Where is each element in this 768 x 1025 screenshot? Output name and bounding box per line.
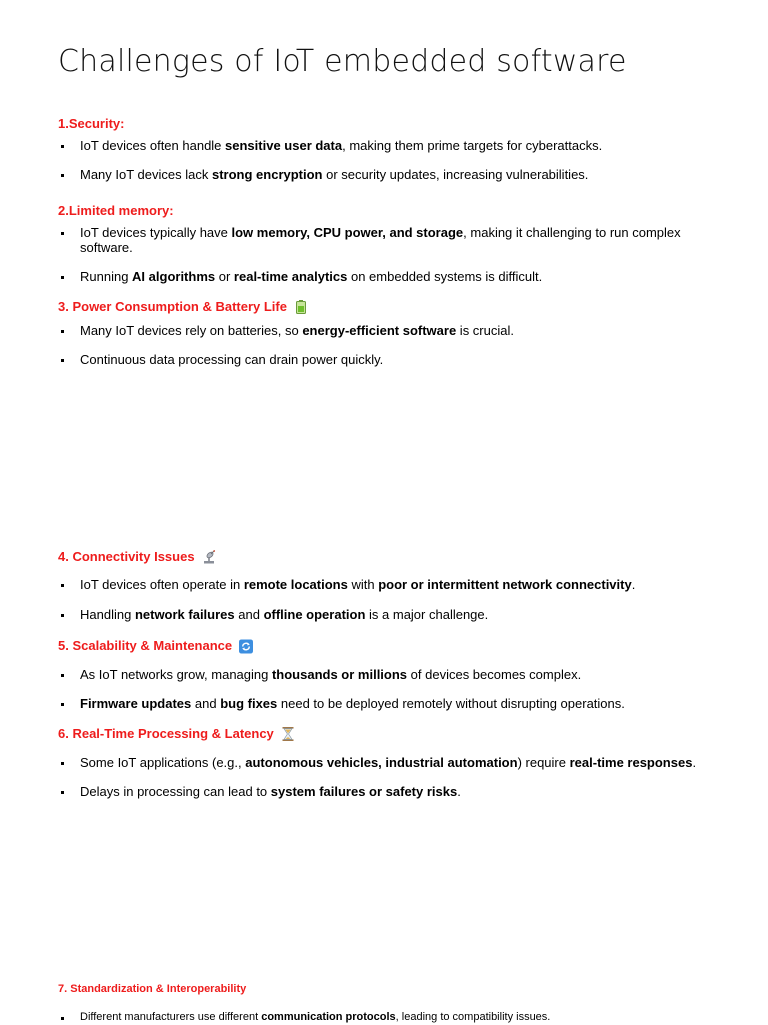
text-run: Delays in processing can lead to <box>80 784 271 799</box>
bullet-item <box>58 138 708 153</box>
section-security <box>58 115 708 182</box>
text-run: and <box>191 696 221 711</box>
section-standardization <box>58 981 708 1025</box>
text-run: IoT devices often operate in <box>80 577 244 592</box>
bold-text: bug fixes <box>220 696 278 711</box>
bullet-item <box>58 1010 708 1025</box>
text-run: , leading to compatibility issues. <box>395 1011 551 1023</box>
text-run: IoT devices typically have <box>80 225 232 240</box>
section-heading <box>58 981 708 997</box>
section-heading <box>58 115 708 133</box>
bold-text: poor or intermittent network connectivity <box>378 577 632 592</box>
bullet-item <box>58 667 708 682</box>
bullet-list <box>58 577 708 622</box>
text-run: of devices becomes complex. <box>407 667 582 682</box>
bullet-item <box>58 577 708 592</box>
text-run: or security updates, increasing vulnerabilities. <box>322 167 589 182</box>
text-run: . <box>631 577 636 592</box>
section-heading-text: 3. Power Consumption & Battery Life <box>58 299 287 314</box>
bullet-list <box>58 138 708 182</box>
bold-text: low memory, CPU power, and storage <box>231 225 464 240</box>
bullet-item <box>58 755 708 770</box>
section-heading <box>58 548 708 566</box>
battery-icon <box>294 300 308 314</box>
bold-text: network failures <box>134 607 235 622</box>
bold-text: remote locations <box>243 577 348 592</box>
section-heading <box>58 298 708 316</box>
bold-text: AI algorithms <box>132 269 216 284</box>
text-run: Many IoT devices rely on batteries, so <box>80 323 303 338</box>
section-limited-memory <box>58 202 708 284</box>
bullet-item <box>58 784 708 799</box>
bold-text: offline operation <box>263 607 366 622</box>
text-run: Many IoT devices lack <box>80 167 212 182</box>
text-run: and <box>234 607 264 622</box>
page-title: Challenges of IoT embedded software <box>58 44 627 79</box>
bullet-list <box>58 1010 708 1025</box>
text-run: Some IoT applications (e.g., <box>80 755 246 770</box>
text-run: or <box>215 269 234 284</box>
bold-text: thousands or millions <box>271 667 408 682</box>
bullet-item <box>58 352 708 367</box>
section-heading <box>58 637 708 655</box>
bold-text: sensitive user data <box>225 138 343 153</box>
text-run: need to be deployed remotely without disrupting operations. <box>277 696 625 711</box>
section-heading-text: 7. Standardization & Interoperability <box>58 983 247 995</box>
text-run: Different manufacturers use different <box>80 1011 262 1023</box>
text-run: , making it challenging to run complex software. <box>80 225 681 255</box>
satellite-antenna-icon <box>202 550 216 564</box>
bullet-item <box>58 607 708 622</box>
text-run: As IoT networks grow, managing <box>80 667 272 682</box>
section-heading <box>58 202 708 220</box>
text-run: is crucial. <box>456 323 514 338</box>
bullet-item <box>58 696 708 711</box>
text-run: . <box>692 755 697 770</box>
bold-text: energy-efficient software <box>302 323 457 338</box>
section-scalability <box>58 637 708 711</box>
bullet-list <box>58 225 708 284</box>
bullet-list <box>58 667 708 711</box>
bold-text: real-time analytics <box>233 269 348 284</box>
bold-text: real-time responses <box>569 755 693 770</box>
bullet-item <box>58 323 708 338</box>
text-run: with <box>347 577 379 592</box>
text-run: on embedded systems is difficult. <box>347 269 543 284</box>
section-real-time <box>58 725 708 799</box>
text-run: IoT devices often handle <box>80 138 226 153</box>
section-power-consumption <box>58 298 708 367</box>
bullet-list <box>58 755 708 799</box>
hourglass-icon <box>281 727 295 741</box>
text-run: . <box>457 784 461 799</box>
section-heading-text: 4. Connectivity Issues <box>58 549 195 564</box>
text-run: Continuous data processing can drain power quickly. <box>80 352 384 367</box>
text-run: is a major challenge. <box>365 607 489 622</box>
section-heading-text: 2.Limited memory: <box>58 203 174 218</box>
bullet-list <box>58 323 708 367</box>
text-run: , making them prime targets for cyberattacks. <box>342 138 603 153</box>
text-run: Running <box>80 269 133 284</box>
bold-text: strong encryption <box>211 167 323 182</box>
bold-text: communication protocols <box>261 1011 396 1023</box>
bold-text: autonomous vehicles, industrial automation <box>245 755 518 770</box>
bullet-item <box>58 225 708 255</box>
bold-text: Firmware updates <box>80 696 192 711</box>
bullet-item <box>58 167 708 182</box>
section-heading-text: 1.Security: <box>58 116 125 131</box>
text-run: ) require <box>517 755 570 770</box>
text-run: Handling <box>80 607 135 622</box>
section-connectivity <box>58 548 708 622</box>
section-heading-text: 6. Real-Time Processing & Latency <box>58 726 274 741</box>
refresh-icon <box>239 639 253 653</box>
bold-text: system failures or safety risks <box>270 784 458 799</box>
bullet-item <box>58 269 708 284</box>
section-heading <box>58 725 708 743</box>
section-heading-text: 5. Scalability & Maintenance <box>58 638 233 653</box>
